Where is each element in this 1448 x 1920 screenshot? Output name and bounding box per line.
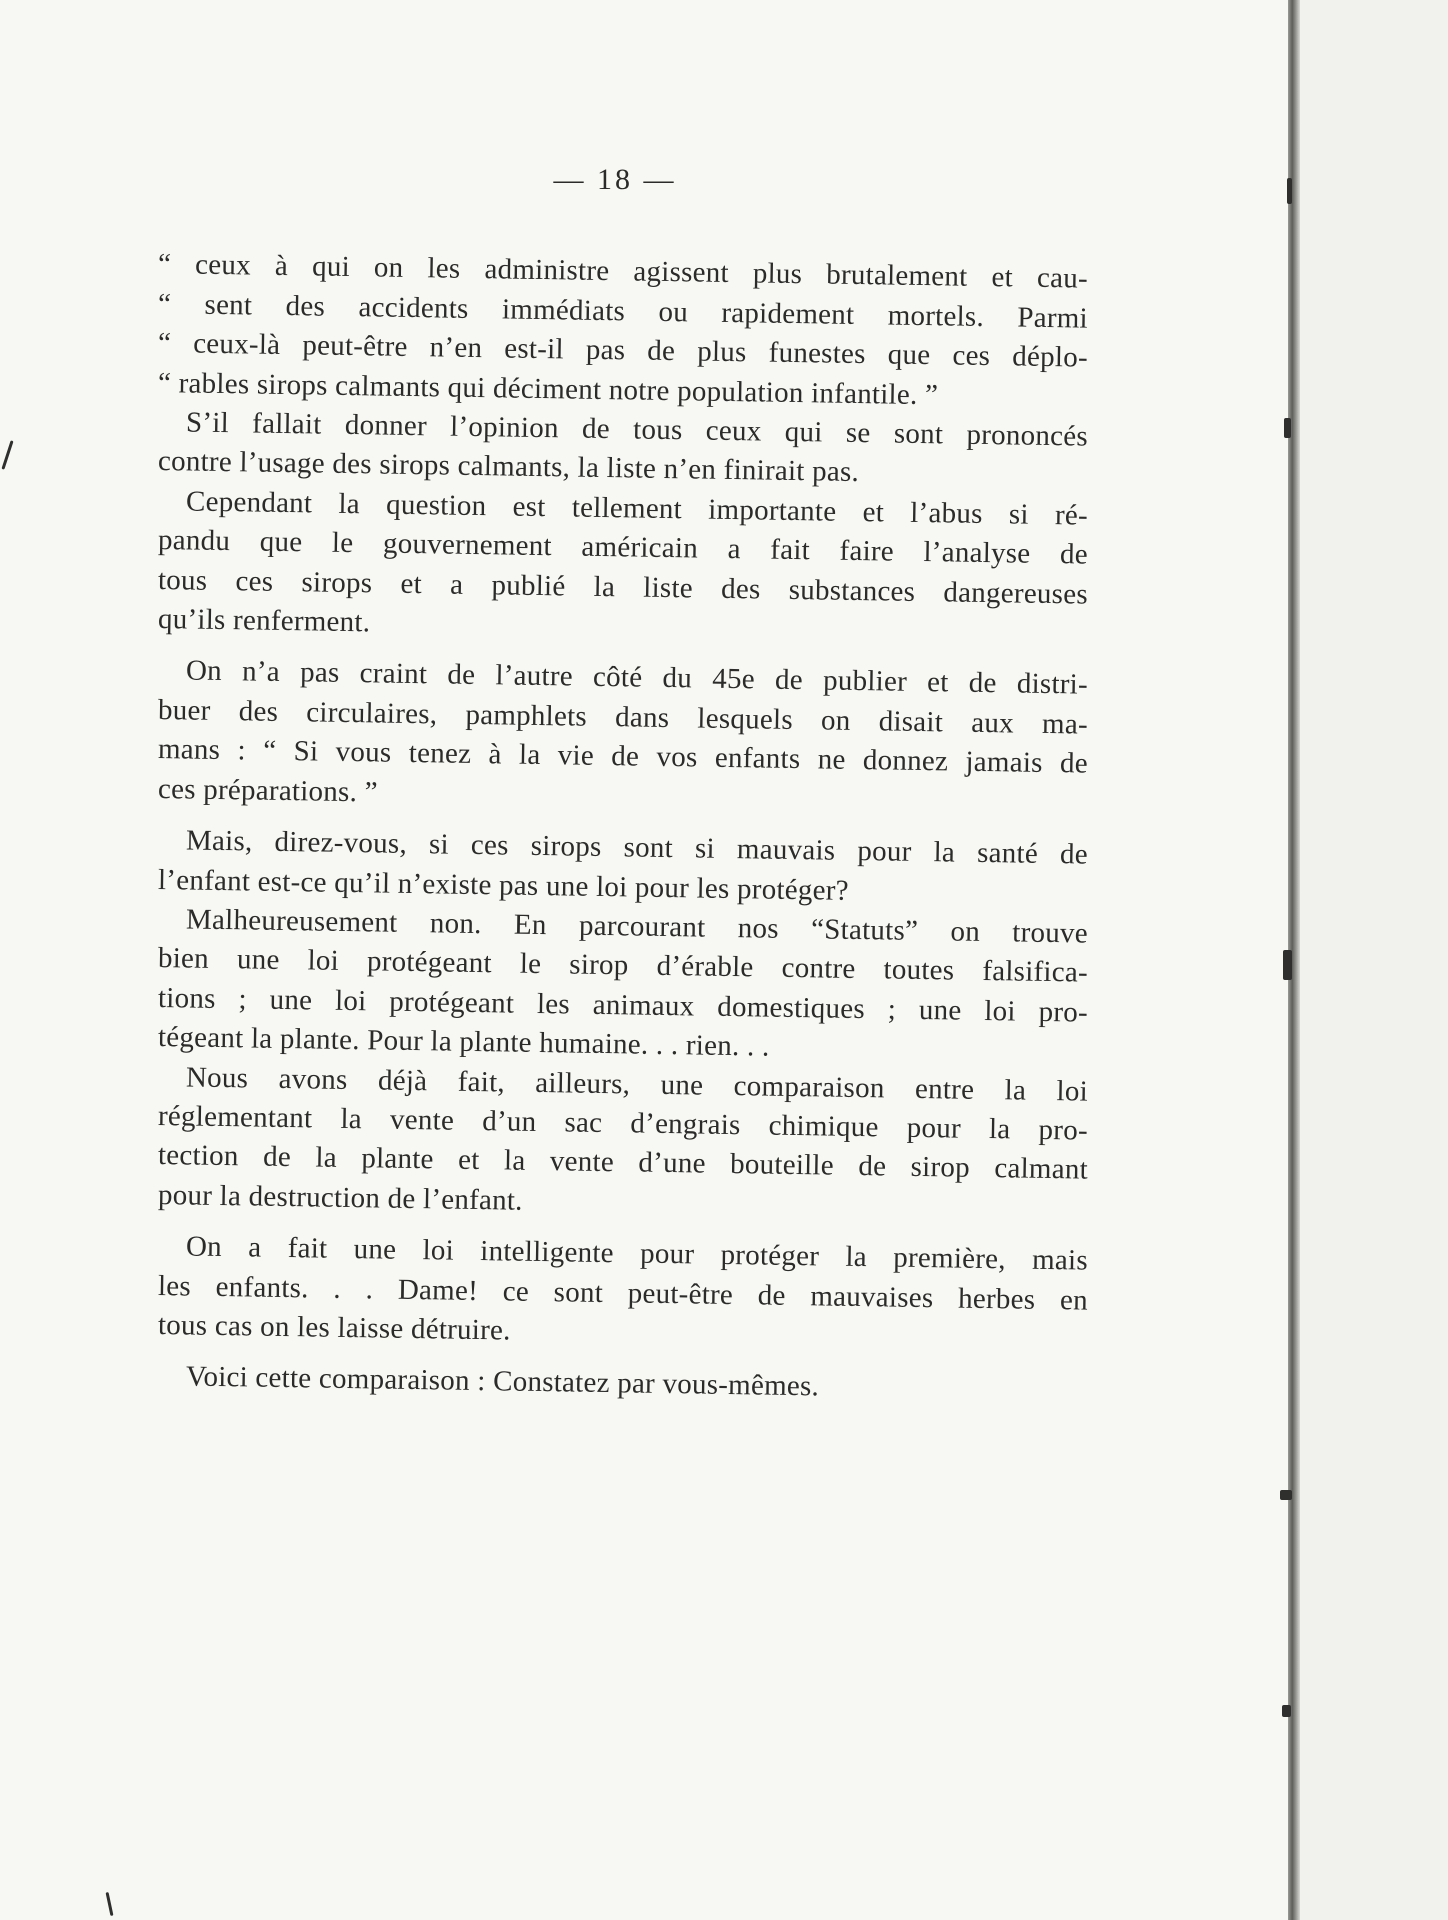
paragraph-statutes: [157, 900, 1089, 1063]
facing-page-edge: [1300, 0, 1448, 1920]
paragraph-closing: [158, 1357, 1088, 1403]
text-line: “ sent des accidents immédiats ou rapidement mortels. Parmi: [157, 287, 1089, 335]
text-line: mans : “ Si vous tenez à la vie de vos enfants ne donnez jamais de: [157, 733, 1089, 780]
text-line: les enfants. . . Dame! ce sont peut-être de mauvaises herbes en: [157, 1269, 1089, 1317]
text-line: On n’a pas craint de l’autre côté du 45e de publier et de distri-: [185, 654, 1089, 702]
text-line: “ ceux-là peut-être n’en est-il pas de plus funestes que ces déplo-: [157, 327, 1089, 374]
paragraph-circulars: [158, 651, 1088, 809]
paragraph-government-analysis: [158, 482, 1088, 640]
text-line: l’enfant est-ce qu’il n’existe pas une loi pour les protéger?: [157, 863, 850, 907]
text-line: tection de la plante et la vente d’une bouteille de sirop calmant: [157, 1139, 1089, 1186]
text-line: tous ces sirops et a publié la liste des substances dangereuses: [157, 563, 1089, 611]
text-line: pandu que le gouvernement américain a fait faire l’analyse de: [157, 524, 1089, 571]
text-line: buer des circulaires, pamphlets dans lesquels on disait aux ma-: [157, 693, 1089, 741]
page-edge-mark: [1283, 950, 1292, 980]
paragraph-opinion: [157, 403, 1089, 489]
text-line: tous cas on les laisse détruire.: [157, 1308, 511, 1347]
text-line: “ ceux à qui on les administre agissent plus brutalement et cau-: [157, 248, 1089, 296]
text-line: Malheureusement non. En parcourant nos “Statuts” on trouve: [185, 903, 1089, 950]
text-line: tégeant la plante. Pour la plante humaine. . . rien. . .: [157, 1021, 770, 1063]
text-line: pour la destruction de l’enfant.: [157, 1178, 523, 1217]
text-line: Voici cette comparaison : Constatez par vous-mêmes.: [185, 1360, 820, 1403]
text-line: réglementant la vente d’un sac d’engrais chimique pour la pro-: [157, 1099, 1089, 1147]
paragraph-intelligent-law: [158, 1227, 1088, 1345]
text-line: contre l’usage des sirops calmants, la liste n’en finirait pas.: [157, 445, 860, 489]
text-line: tions ; une loi protégeant les animaux domestiques ; une loi pro-: [157, 981, 1089, 1029]
text-line: S’il fallait donner l’opinion de tous ceux qui se sont prononcés: [185, 406, 1089, 453]
text-line: Nous avons déjà fait, ailleurs, une comparaison entre la loi: [185, 1060, 1089, 1108]
paragraph-comparison: [158, 1058, 1088, 1216]
text-line: bien une loi protégeant le sirop d’érable contre toutes falsifica-: [157, 942, 1089, 989]
text-line: “ rables sirops calmants qui déciment notre population infantile. ”: [157, 366, 939, 411]
page-edge-mark: [1280, 1490, 1292, 1500]
text-line: Cependant la question est tellement importante et l’abus si ré-: [185, 485, 1089, 532]
page-number: — 18 —: [553, 163, 677, 196]
page-text: [157, 160, 1089, 1403]
text-line: ces préparations. ”: [157, 772, 378, 809]
page-edge-mark: [1284, 418, 1291, 438]
text-line: qu’ils renferment.: [157, 603, 371, 639]
page-edge-mark: [1282, 1705, 1291, 1717]
page-edge-mark: [1287, 178, 1292, 204]
paragraph-quote-continuation: [157, 245, 1089, 411]
text-line: On a fait une loi intelligente pour protéger la première, mais: [185, 1230, 1089, 1277]
paragraph-question: [157, 821, 1089, 907]
text-line: Mais, direz-vous, si ces sirops sont si mauvais pour la santé de: [185, 824, 1089, 871]
